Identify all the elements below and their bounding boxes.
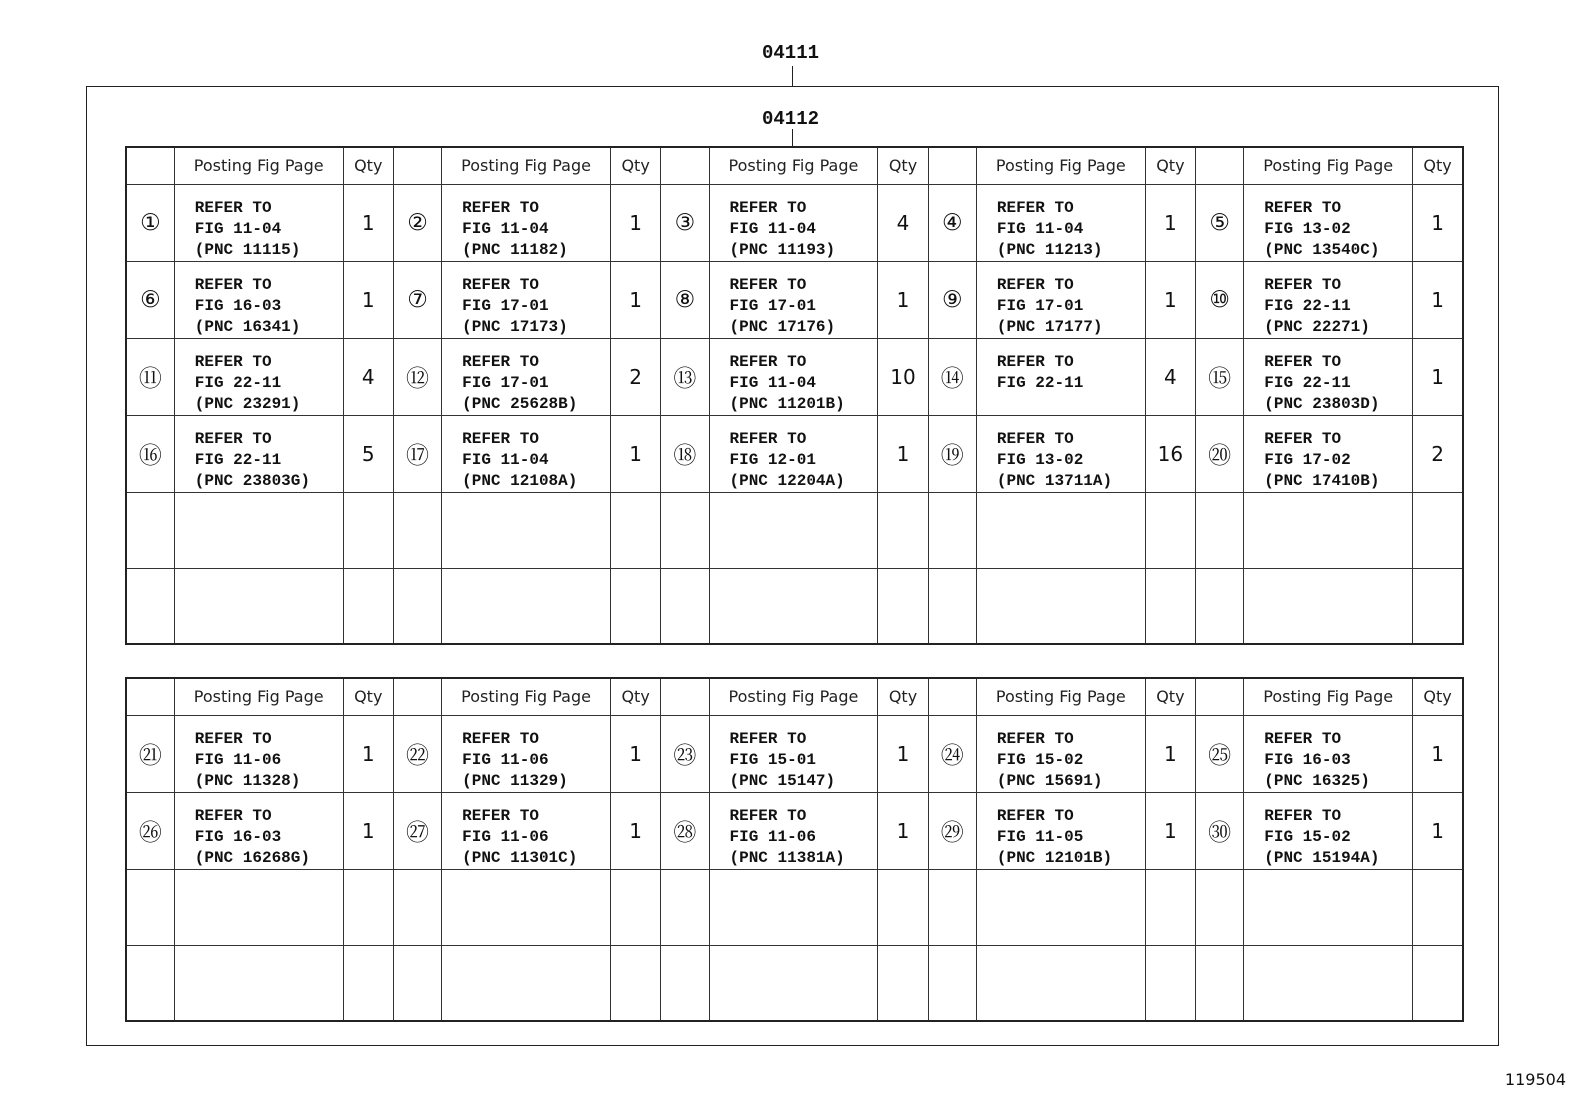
header-number-cell xyxy=(1196,147,1244,184)
empty-cell xyxy=(126,869,174,945)
posting-reference xyxy=(1244,184,1413,261)
quantity: 4 xyxy=(343,338,393,415)
posting-reference xyxy=(1244,792,1413,869)
empty-cell xyxy=(1196,945,1244,1021)
empty-cell xyxy=(709,492,878,568)
empty-cell xyxy=(343,568,393,644)
reference-line: FIG 15-01 xyxy=(729,750,816,769)
empty-cell xyxy=(976,492,1145,568)
reference-line: FIG 11-06 xyxy=(729,827,816,846)
header-number-cell xyxy=(661,147,709,184)
posting-reference xyxy=(174,261,343,338)
reference-line: (PNC 11381A) xyxy=(729,848,845,867)
reference-line: REFER TO xyxy=(996,729,1074,748)
header-qty: Qty xyxy=(1413,147,1463,184)
posting-reference xyxy=(442,415,611,492)
reference-line: (PNC 11213) xyxy=(996,240,1103,259)
reference-line: FIG 12-01 xyxy=(729,450,816,469)
quantity: 1 xyxy=(878,415,928,492)
posting-reference xyxy=(709,184,878,261)
reference-line: FIG 16-03 xyxy=(1264,750,1351,769)
reference-line: REFER TO xyxy=(729,729,807,748)
item-number: ㉗ xyxy=(393,792,441,869)
reference-line: FIG 11-05 xyxy=(996,827,1084,846)
header-qty: Qty xyxy=(611,147,661,184)
empty-cell xyxy=(442,945,611,1021)
reference-line: (PNC 11329) xyxy=(462,771,568,790)
reference-line: (PNC 11115) xyxy=(194,240,301,259)
item-number: ⑫ xyxy=(393,338,441,415)
posting-reference xyxy=(976,338,1145,415)
reference-line: (PNC 23803G) xyxy=(194,471,310,490)
item-number: ① xyxy=(126,184,174,261)
header-number-cell xyxy=(393,678,441,715)
empty-cell xyxy=(976,568,1145,644)
empty-cell xyxy=(174,492,343,568)
reference-line xyxy=(997,394,1145,415)
reference-line: REFER TO xyxy=(996,275,1074,294)
item-number: ⑧ xyxy=(661,261,709,338)
table-header-row xyxy=(126,678,1463,715)
parts-table-1 xyxy=(125,146,1464,645)
quantity: 16 xyxy=(1145,415,1195,492)
item-number: ⑪ xyxy=(126,338,174,415)
quantity: 1 xyxy=(611,415,661,492)
quantity: 1 xyxy=(1413,792,1463,869)
posting-reference xyxy=(442,338,611,415)
table-row xyxy=(126,338,1463,415)
header-qty: Qty xyxy=(611,678,661,715)
posting-reference xyxy=(709,715,878,792)
empty-cell xyxy=(174,869,343,945)
posting-reference xyxy=(174,184,343,261)
reference-line: FIG 11-06 xyxy=(462,750,549,769)
reference-line: (PNC 17410B) xyxy=(1264,471,1380,490)
reference-line: (PNC 11201B) xyxy=(729,394,845,413)
reference-line: (PNC 13540C) xyxy=(1264,240,1380,259)
empty-row xyxy=(126,492,1463,568)
empty-cell xyxy=(709,568,878,644)
empty-cell xyxy=(1145,945,1195,1021)
reference-line: REFER TO xyxy=(194,429,272,448)
reference-line: FIG 22-11 xyxy=(194,373,282,392)
reference-line: REFER TO xyxy=(1264,198,1342,217)
empty-cell xyxy=(1244,869,1413,945)
header-posting-fig-page: Posting Fig Page xyxy=(1244,678,1413,715)
reference-line: FIG 17-01 xyxy=(462,296,549,315)
empty-cell xyxy=(611,568,661,644)
illustration-id: 119504 xyxy=(1504,1070,1566,1089)
reference-line: REFER TO xyxy=(194,198,272,217)
item-number: ⑨ xyxy=(928,261,976,338)
empty-cell xyxy=(1413,492,1463,568)
quantity: 1 xyxy=(1413,261,1463,338)
empty-cell xyxy=(442,869,611,945)
posting-reference xyxy=(976,261,1145,338)
quantity: 1 xyxy=(343,261,393,338)
empty-cell xyxy=(174,945,343,1021)
empty-cell xyxy=(1244,492,1413,568)
header-qty: Qty xyxy=(878,147,928,184)
reference-line: REFER TO xyxy=(1264,429,1342,448)
quantity: 1 xyxy=(1145,184,1195,261)
empty-cell xyxy=(709,869,878,945)
header-posting-fig-page: Posting Fig Page xyxy=(442,678,611,715)
reference-line: (PNC 17173) xyxy=(462,317,568,336)
reference-line: FIG 22-11 xyxy=(996,373,1084,392)
item-number: ㉙ xyxy=(928,792,976,869)
empty-cell xyxy=(442,492,611,568)
quantity: 1 xyxy=(1145,792,1195,869)
header-qty: Qty xyxy=(343,678,393,715)
header-posting-fig-page: Posting Fig Page xyxy=(976,678,1145,715)
header-number-cell xyxy=(1196,678,1244,715)
empty-cell xyxy=(393,945,441,1021)
posting-reference xyxy=(174,792,343,869)
reference-line: FIG 11-04 xyxy=(729,219,816,238)
empty-cell xyxy=(1413,869,1463,945)
quantity: 1 xyxy=(878,715,928,792)
subassembly-leader-line xyxy=(792,129,793,146)
header-posting-fig-page: Posting Fig Page xyxy=(1244,147,1413,184)
reference-line: REFER TO xyxy=(729,275,807,294)
reference-line: (PNC 16341) xyxy=(194,317,301,336)
quantity: 10 xyxy=(878,338,928,415)
reference-line: FIG 15-02 xyxy=(996,750,1084,769)
quantity: 4 xyxy=(1145,338,1195,415)
posting-reference xyxy=(976,792,1145,869)
posting-reference xyxy=(976,715,1145,792)
reference-line: (PNC 22271) xyxy=(1264,317,1370,336)
reference-line: (PNC 16268G) xyxy=(194,848,310,867)
item-number: ② xyxy=(393,184,441,261)
reference-line: FIG 11-06 xyxy=(194,750,282,769)
reference-line: REFER TO xyxy=(462,429,539,448)
reference-line: (PNC 11193) xyxy=(729,240,836,259)
header-posting-fig-page: Posting Fig Page xyxy=(442,147,611,184)
reference-line: REFER TO xyxy=(462,275,539,294)
posting-reference xyxy=(174,715,343,792)
reference-line: REFER TO xyxy=(1264,806,1342,825)
reference-line: (PNC 15194A) xyxy=(1264,848,1380,867)
empty-cell xyxy=(1244,945,1413,1021)
empty-cell xyxy=(126,492,174,568)
item-number: ③ xyxy=(661,184,709,261)
table-header-row xyxy=(126,147,1463,184)
item-number: ㉓ xyxy=(661,715,709,792)
reference-line: REFER TO xyxy=(1264,275,1342,294)
empty-row xyxy=(126,945,1463,1021)
header-number-cell xyxy=(928,678,976,715)
empty-cell xyxy=(1413,568,1463,644)
table-row xyxy=(126,792,1463,869)
posting-reference xyxy=(1244,338,1413,415)
quantity: 1 xyxy=(1145,715,1195,792)
empty-cell xyxy=(126,568,174,644)
subassembly-label: 04112 xyxy=(762,108,820,130)
item-number: ⑬ xyxy=(661,338,709,415)
posting-reference xyxy=(976,415,1145,492)
quantity: 1 xyxy=(1413,338,1463,415)
empty-cell xyxy=(611,945,661,1021)
empty-cell xyxy=(1145,869,1195,945)
reference-line: FIG 17-01 xyxy=(729,296,816,315)
quantity: 1 xyxy=(343,792,393,869)
reference-line: REFER TO xyxy=(1264,352,1342,371)
reference-line: FIG 11-04 xyxy=(462,450,549,469)
posting-reference xyxy=(1244,715,1413,792)
header-number-cell xyxy=(928,147,976,184)
empty-cell xyxy=(1196,568,1244,644)
quantity: 1 xyxy=(611,261,661,338)
reference-line: FIG 15-02 xyxy=(1264,827,1351,846)
reference-line: (PNC 17177) xyxy=(996,317,1103,336)
item-number: ⑦ xyxy=(393,261,441,338)
quantity: 1 xyxy=(611,184,661,261)
reference-line: (PNC 15147) xyxy=(729,771,836,790)
reference-line: REFER TO xyxy=(729,806,807,825)
table-row xyxy=(126,415,1463,492)
empty-row xyxy=(126,568,1463,644)
item-number: ㉕ xyxy=(1196,715,1244,792)
reference-line: REFER TO xyxy=(996,429,1074,448)
empty-cell xyxy=(1196,869,1244,945)
item-number: ⑱ xyxy=(661,415,709,492)
empty-cell xyxy=(976,869,1145,945)
quantity: 4 xyxy=(878,184,928,261)
empty-cell xyxy=(661,945,709,1021)
item-number: ⑤ xyxy=(1196,184,1244,261)
empty-cell xyxy=(928,568,976,644)
posting-reference xyxy=(442,261,611,338)
header-qty: Qty xyxy=(1413,678,1463,715)
posting-reference xyxy=(709,415,878,492)
empty-cell xyxy=(611,869,661,945)
header-qty: Qty xyxy=(1145,678,1195,715)
reference-line: REFER TO xyxy=(996,806,1074,825)
reference-line: (PNC 11328) xyxy=(194,771,301,790)
reference-line: REFER TO xyxy=(729,198,807,217)
posting-reference xyxy=(1244,415,1413,492)
item-number: ㉒ xyxy=(393,715,441,792)
header-number-cell xyxy=(126,147,174,184)
reference-line: FIG 11-04 xyxy=(194,219,282,238)
header-qty: Qty xyxy=(878,678,928,715)
reference-line: FIG 17-01 xyxy=(996,296,1084,315)
empty-cell xyxy=(878,568,928,644)
item-number: ⑥ xyxy=(126,261,174,338)
quantity: 2 xyxy=(611,338,661,415)
quantity: 1 xyxy=(611,792,661,869)
reference-line: REFER TO xyxy=(462,352,539,371)
item-number: ⑲ xyxy=(928,415,976,492)
quantity: 1 xyxy=(878,792,928,869)
reference-line: (PNC 25628B) xyxy=(462,394,578,413)
header-posting-fig-page: Posting Fig Page xyxy=(976,147,1145,184)
table-row xyxy=(126,184,1463,261)
empty-cell xyxy=(928,492,976,568)
empty-cell xyxy=(611,492,661,568)
reference-line: FIG 11-06 xyxy=(462,827,549,846)
quantity: 1 xyxy=(343,715,393,792)
empty-cell xyxy=(661,869,709,945)
quantity: 1 xyxy=(1413,715,1463,792)
posting-reference xyxy=(976,184,1145,261)
parts-table-2 xyxy=(125,677,1464,1022)
empty-cell xyxy=(976,945,1145,1021)
header-posting-fig-page: Posting Fig Page xyxy=(709,678,878,715)
posting-reference xyxy=(442,184,611,261)
quantity: 2 xyxy=(1413,415,1463,492)
reference-line: REFER TO xyxy=(462,806,539,825)
reference-line: (PNC 16325) xyxy=(1264,771,1370,790)
assembly-leader-line xyxy=(792,66,793,86)
empty-cell xyxy=(393,869,441,945)
reference-line: (PNC 23803D) xyxy=(1264,394,1380,413)
reference-line: REFER TO xyxy=(462,729,539,748)
reference-line: FIG 11-04 xyxy=(729,373,816,392)
reference-line: (PNC 11301C) xyxy=(462,848,578,867)
empty-cell xyxy=(661,492,709,568)
reference-line: REFER TO xyxy=(996,352,1074,371)
empty-cell xyxy=(343,869,393,945)
reference-line: FIG 22-11 xyxy=(1264,373,1351,392)
reference-line: FIG 11-04 xyxy=(462,219,549,238)
empty-cell xyxy=(343,945,393,1021)
empty-cell xyxy=(878,492,928,568)
item-number: ⑯ xyxy=(126,415,174,492)
item-number: ㉚ xyxy=(1196,792,1244,869)
reference-line: (PNC 12101B) xyxy=(996,848,1113,867)
reference-line: FIG 22-11 xyxy=(194,450,282,469)
empty-cell xyxy=(174,568,343,644)
reference-line: REFER TO xyxy=(194,806,272,825)
posting-reference xyxy=(442,715,611,792)
item-number: ㉔ xyxy=(928,715,976,792)
posting-reference xyxy=(709,261,878,338)
empty-row xyxy=(126,869,1463,945)
item-number: ④ xyxy=(928,184,976,261)
quantity: 1 xyxy=(1413,184,1463,261)
header-number-cell xyxy=(661,678,709,715)
empty-cell xyxy=(878,945,928,1021)
reference-line: REFER TO xyxy=(194,729,272,748)
empty-cell xyxy=(928,945,976,1021)
empty-cell xyxy=(343,492,393,568)
header-number-cell xyxy=(393,147,441,184)
quantity: 5 xyxy=(343,415,393,492)
empty-cell xyxy=(1145,492,1195,568)
reference-line: REFER TO xyxy=(194,275,272,294)
reference-line: REFER TO xyxy=(996,198,1074,217)
empty-cell xyxy=(1145,568,1195,644)
reference-line: FIG 13-02 xyxy=(996,450,1084,469)
reference-line: (PNC 17176) xyxy=(729,317,836,336)
reference-line: REFER TO xyxy=(729,429,807,448)
reference-line: (PNC 13711A) xyxy=(996,471,1113,490)
reference-line: REFER TO xyxy=(729,352,807,371)
item-number: ㉖ xyxy=(126,792,174,869)
posting-reference xyxy=(709,792,878,869)
posting-reference xyxy=(442,792,611,869)
empty-cell xyxy=(393,492,441,568)
reference-line: REFER TO xyxy=(194,352,272,371)
assembly-label: 04111 xyxy=(762,42,820,64)
reference-line: FIG 11-04 xyxy=(996,219,1084,238)
posting-reference xyxy=(174,338,343,415)
reference-line: (PNC 12204A) xyxy=(729,471,845,490)
item-number: ⑳ xyxy=(1196,415,1244,492)
item-number: ㉑ xyxy=(126,715,174,792)
empty-cell xyxy=(1196,492,1244,568)
table-row xyxy=(126,261,1463,338)
empty-cell xyxy=(928,869,976,945)
reference-line: (PNC 15691) xyxy=(996,771,1103,790)
header-posting-fig-page: Posting Fig Page xyxy=(174,147,343,184)
quantity: 1 xyxy=(343,184,393,261)
header-number-cell xyxy=(126,678,174,715)
reference-line: (PNC 23291) xyxy=(194,394,301,413)
posting-reference xyxy=(1244,261,1413,338)
table-row xyxy=(126,715,1463,792)
empty-cell xyxy=(393,568,441,644)
reference-line: FIG 17-02 xyxy=(1264,450,1351,469)
reference-line: FIG 16-03 xyxy=(194,296,282,315)
posting-reference xyxy=(709,338,878,415)
posting-reference xyxy=(174,415,343,492)
header-posting-fig-page: Posting Fig Page xyxy=(709,147,878,184)
reference-line: (PNC 12108A) xyxy=(462,471,578,490)
empty-cell xyxy=(1413,945,1463,1021)
reference-line: (PNC 11182) xyxy=(462,240,568,259)
quantity: 1 xyxy=(611,715,661,792)
item-number: ㉘ xyxy=(661,792,709,869)
empty-cell xyxy=(661,568,709,644)
reference-line: FIG 17-01 xyxy=(462,373,549,392)
item-number: ⑭ xyxy=(928,338,976,415)
header-qty: Qty xyxy=(343,147,393,184)
header-posting-fig-page: Posting Fig Page xyxy=(174,678,343,715)
item-number: ⑩ xyxy=(1196,261,1244,338)
empty-cell xyxy=(126,945,174,1021)
empty-cell xyxy=(1244,568,1413,644)
reference-line: REFER TO xyxy=(1264,729,1342,748)
item-number: ⑮ xyxy=(1196,338,1244,415)
reference-line: REFER TO xyxy=(462,198,539,217)
reference-line: FIG 13-02 xyxy=(1264,219,1351,238)
empty-cell xyxy=(878,869,928,945)
reference-line: FIG 22-11 xyxy=(1264,296,1351,315)
header-qty: Qty xyxy=(1145,147,1195,184)
quantity: 1 xyxy=(1145,261,1195,338)
empty-cell xyxy=(709,945,878,1021)
item-number: ⑰ xyxy=(393,415,441,492)
empty-cell xyxy=(442,568,611,644)
reference-line: FIG 16-03 xyxy=(194,827,282,846)
quantity: 1 xyxy=(878,261,928,338)
